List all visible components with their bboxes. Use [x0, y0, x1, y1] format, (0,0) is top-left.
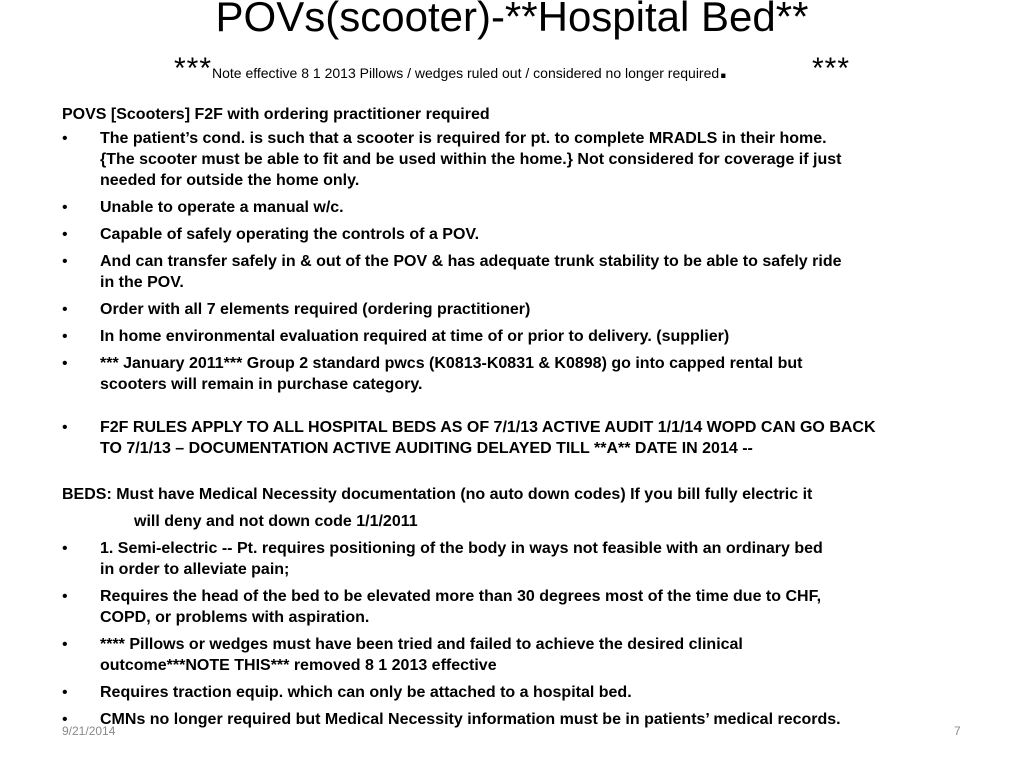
- bullet-glyph: •: [62, 588, 68, 605]
- beds-bullet-text: outcome***NOTE THIS*** removed 8 1 2013 effective: [100, 657, 497, 674]
- beds-bullet-text: Requires the head of the bed to be elevated more than 30 degrees most of the time due to CHF,: [100, 588, 822, 605]
- povs-bullet-line: [62, 170, 1024, 191]
- page-number: 7: [954, 724, 961, 738]
- bullet-glyph: •: [62, 328, 68, 345]
- slide-title: POVs(scooter)-**Hospital Bed**: [215, 0, 809, 40]
- beds-bullet-line: [62, 634, 1024, 655]
- subtitle-dot: .: [719, 52, 728, 85]
- bullet-glyph: •: [62, 301, 68, 318]
- subtitle-stars-right: ***: [811, 52, 851, 85]
- bullet-glyph: •: [62, 253, 68, 270]
- povs-bullet-line: [62, 197, 1024, 218]
- povs-bullet-text: {The scooter must be able to fit and be used within the home.} Not considered for coverage if just: [100, 151, 842, 168]
- beds-bullet-text: 1. Semi-electric -- Pt. requires positioning of the body in ways not feasible with an ordinary bed: [100, 540, 823, 557]
- bullet-glyph: •: [62, 540, 68, 557]
- beds-bullet-text: **** Pillows or wedges must have been tried and failed to achieve the desired clinical: [100, 636, 743, 653]
- beds-bullet-line: [62, 709, 1024, 730]
- bullet-glyph: •: [62, 130, 68, 147]
- beds-bullet-line: [62, 586, 1024, 607]
- slide-subtitle: [0, 52, 1024, 86]
- povs-bullet-text: needed for outside the home only.: [100, 172, 360, 189]
- povs-heading-line: [62, 104, 1024, 125]
- beds-bullet-text: Requires traction equip. which can only be attached to a hospital bed.: [100, 684, 632, 701]
- povs-bullet-line: [62, 251, 1024, 272]
- f2f-bullet-line: [62, 438, 1024, 459]
- beds-bullet-line: [62, 655, 1024, 676]
- bullet-glyph: •: [62, 419, 68, 436]
- povs-bullet-text: Order with all 7 elements required (ordering practitioner): [100, 301, 531, 318]
- f2f-bullet-line: [62, 417, 1024, 438]
- povs-bullet-line: [62, 374, 1024, 395]
- bullet-glyph: •: [62, 226, 68, 243]
- povs-bullet-line: [62, 326, 1024, 347]
- bullet-glyph: •: [62, 711, 68, 728]
- beds-bullet-line: [62, 559, 1024, 580]
- povs-bullet-text: scooters will remain in purchase category.: [100, 376, 423, 393]
- povs-bullet-line: [62, 353, 1024, 374]
- povs-bullet-line: [62, 149, 1024, 170]
- beds-heading-line: [62, 484, 1024, 505]
- povs-bullet-line: [62, 299, 1024, 320]
- povs-bullet-text: Unable to operate a manual w/c.: [100, 199, 344, 216]
- bullet-glyph: •: [62, 199, 68, 216]
- povs-bullet-line: [62, 224, 1024, 245]
- bullet-glyph: •: [62, 636, 68, 653]
- subtitle-stars-left: ***: [173, 52, 212, 85]
- povs-heading: POVS [Scooters] F2F with ordering practitioner required: [62, 106, 490, 123]
- povs-bullet-text: Capable of safely operating the controls of a POV.: [100, 226, 480, 243]
- bullet-glyph: •: [62, 355, 68, 372]
- beds-bullet-text: COPD, or problems with aspiration.: [100, 609, 370, 626]
- spacer: [62, 730, 1024, 736]
- beds-heading-cont-line: [62, 511, 1024, 532]
- beds-heading-cont: will deny and not down code 1/1/2011: [134, 513, 418, 530]
- slide-body: [62, 104, 1024, 736]
- f2f-bullet-text: F2F RULES APPLY TO ALL HOSPITAL BEDS AS OF 7/1/13 ACTIVE AUDIT 1/1/14 WOPD CAN GO BACK: [100, 419, 876, 436]
- beds-bullet-line: [62, 538, 1024, 559]
- povs-bullet-text: In home environmental evaluation required at time of or prior to delivery. (supplier): [100, 328, 730, 345]
- povs-bullet-line: [62, 128, 1024, 149]
- beds-heading: BEDS: Must have Medical Necessity documentation (no auto down codes) If you bill fully electric it: [62, 486, 813, 503]
- f2f-bullet-text: TO 7/1/13 – DOCUMENTATION ACTIVE AUDITING DELAYED TILL **A** DATE IN 2014 --: [100, 440, 753, 457]
- beds-bullet-text: in order to alleviate pain;: [100, 561, 290, 578]
- subtitle-note: Note effective 8 1 2013 Pillows / wedges ruled out / considered no longer required: [212, 65, 720, 81]
- beds-bullet-text: CMNs no longer required but Medical Necessity information must be in patients’ medical records.: [100, 711, 841, 728]
- povs-bullet-text: And can transfer safely in & out of the POV & has adequate trunk stability to be able to safely ride: [100, 253, 842, 270]
- povs-bullet-line: [62, 272, 1024, 293]
- povs-bullet-text: The patient’s cond. is such that a scooter is required for pt. to complete MRADLS in their home.: [100, 130, 827, 147]
- povs-bullet-text: in the POV.: [100, 274, 184, 291]
- beds-bullet-line: [62, 682, 1024, 703]
- spacer: [62, 401, 1024, 417]
- bullet-glyph: •: [62, 684, 68, 701]
- spacer: [62, 459, 1024, 484]
- povs-bullet-text: *** January 2011*** Group 2 standard pwcs (K0813-K0831 & K0898) go into capped rental but: [100, 355, 803, 372]
- beds-bullet-line: [62, 607, 1024, 628]
- footer-date: 9/21/2014: [62, 724, 116, 738]
